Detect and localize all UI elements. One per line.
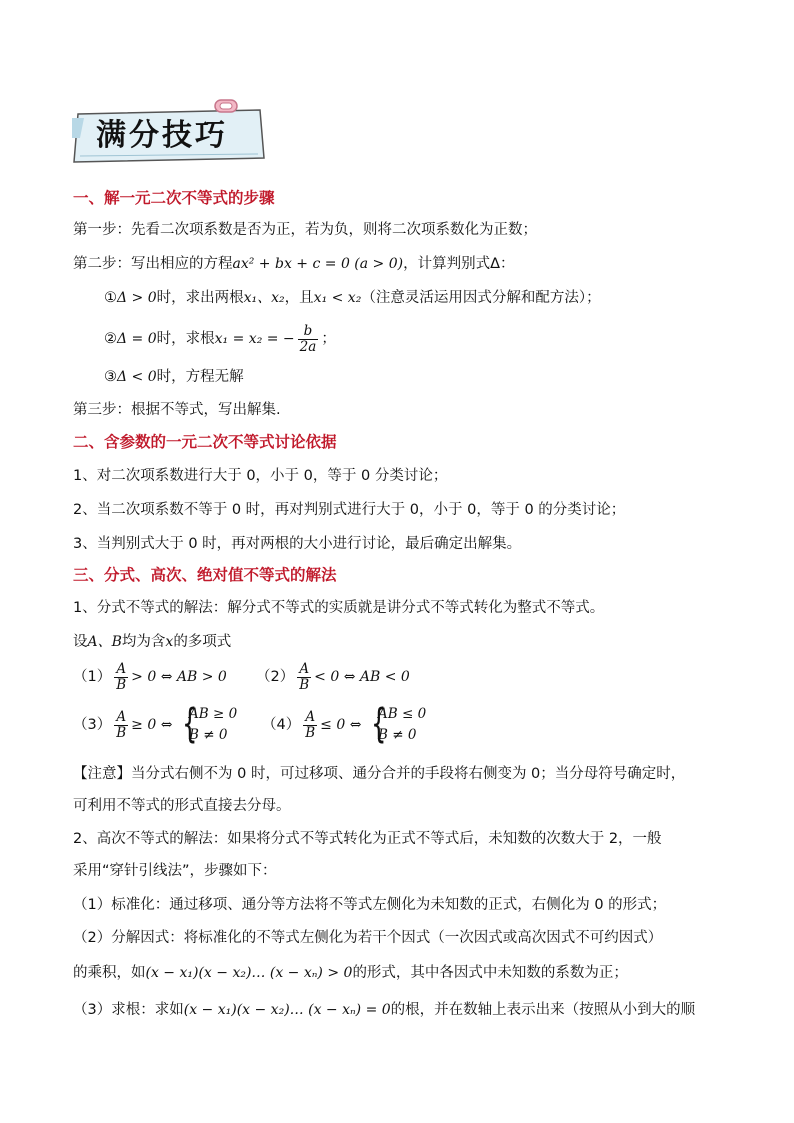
f1-numerator: A	[114, 662, 128, 678]
f1-relation: > 0 ⇔ AB > 0	[131, 669, 227, 685]
f1-label: （1）	[73, 669, 112, 685]
note-line1: 【注意】当分式右侧不为 0 时，可过移项、通分合并的手段将右侧变为 0；当分母符号确定时，	[73, 766, 686, 782]
step-s2-line1: （2）分解因式：将标准化的不等式左侧化为若干个因式（一次因式或高次因式不可约因式）	[73, 930, 663, 946]
s3-suffix: 的根，并在数轴上表示出来（按照从小到大的顺	[390, 1002, 696, 1018]
f4-system	[366, 701, 427, 747]
case3-suffix: 时，方程无解	[156, 369, 244, 385]
f3-system-line2: B ≠ 0	[189, 727, 228, 743]
f1-fraction	[114, 662, 128, 693]
p2-mid: 均为含	[121, 634, 166, 650]
formula-1	[73, 658, 227, 696]
f2-fraction	[297, 662, 311, 693]
case2-line	[104, 320, 336, 358]
f3-label: （3）	[73, 717, 112, 733]
step3-text: 第三步：根据不等式，写出解集.	[73, 402, 281, 418]
p2-x: x	[165, 634, 174, 650]
f4-relation: ≤ 0 ⇔	[320, 717, 362, 733]
f3-system	[177, 701, 238, 747]
step-s1: （1）标准化：通过移项、通分等方法将不等式左侧化为未知数的正式，右侧化为 0 的形式；	[73, 897, 667, 913]
badge-title: 满分技巧	[96, 118, 228, 153]
case1-condition: Δ > 0	[117, 290, 157, 306]
step-s3	[73, 1000, 695, 1020]
case3-marker: ③	[104, 369, 117, 385]
case2-suffix: ；	[321, 331, 336, 347]
f4-numerator: A	[303, 710, 317, 726]
f3-fraction	[114, 710, 128, 741]
section1-heading: 一、解一元二次不等式的步骤	[73, 189, 275, 207]
case1-and: ，且	[284, 290, 314, 306]
f4-brace-icon: {	[371, 701, 387, 747]
step1-text: 第一步：先看二次项系数是否为正，若为负，则将二次项系数化为正数；	[73, 222, 537, 238]
case1-mid: 时，求出两根	[156, 290, 244, 306]
f4-denominator: B	[305, 724, 316, 741]
case2-denominator: 2a	[299, 338, 317, 355]
s2-expression: (x − x₁)(x − x₂)… (x − xₙ) > 0	[145, 965, 353, 981]
case1-marker: ①	[104, 290, 117, 306]
f4-system-line2: B ≠ 0	[378, 727, 417, 743]
s3-prefix: （3）求根：求如	[73, 1002, 184, 1018]
f1-denominator: B	[116, 676, 127, 693]
f4-system-line1: AB ≤ 0	[378, 706, 427, 722]
case2-equation: x₁ = x₂ = −	[214, 331, 295, 347]
p2-vars: A、B	[87, 634, 122, 650]
f3-relation: ≥ 0 ⇔	[131, 717, 173, 733]
sec3-p2	[73, 632, 231, 652]
f3-numerator: A	[114, 710, 128, 726]
formula-2	[256, 658, 410, 696]
sec2-item-3: 3、当判别式大于 0 时，再对两根的大小进行讨论，最后确定出解集。	[73, 536, 522, 552]
case1-order: x₁ < x₂	[313, 290, 362, 306]
s2-prefix: 的乘积，如	[73, 965, 146, 981]
sec3-p1: 1、分式不等式的解法：解分式不等式的实质就是讲分式不等式转化为整式不等式。	[73, 600, 605, 616]
f2-label: （2）	[256, 669, 295, 685]
p2-prefix: 设	[73, 634, 88, 650]
case2-mid: 时，求根	[156, 331, 215, 347]
step2-suffix: ，计算判别式Δ：	[403, 256, 515, 272]
case1-line	[104, 288, 601, 308]
f3-denominator: B	[116, 724, 127, 741]
case1-roots: x₁、x₂	[243, 290, 285, 306]
case2-numerator: b	[298, 324, 319, 340]
f2-relation: < 0 ⇔ AB < 0	[314, 669, 410, 685]
formula-4	[262, 702, 426, 748]
step2-equation: ax² + bx + c = 0 (a > 0)	[232, 256, 404, 272]
p2-suffix: 的多项式	[173, 634, 232, 650]
section3-heading: 三、分式、高次、绝对值不等式的解法	[73, 566, 337, 584]
s3-expression: (x − x₁)(x − x₂)… (x − xₙ) = 0	[183, 1002, 391, 1018]
case3-line	[104, 367, 244, 387]
f3-system-line1: AB ≥ 0	[189, 706, 238, 722]
case2-fraction	[298, 324, 319, 355]
f2-numerator: A	[297, 662, 311, 678]
s2-suffix: 的形式，其中各因式中未知数的系数为正；	[352, 965, 628, 981]
case2-marker: ②	[104, 331, 117, 347]
sec3-p3-line2: 采用“穿针引线法”，步骤如下：	[73, 863, 277, 879]
note-line2: 可利用不等式的形式直接去分母。	[73, 798, 291, 814]
step2-prefix: 第二步：写出相应的方程	[73, 256, 233, 272]
case1-note: （注意灵活运用因式分解和配方法）；	[361, 290, 601, 306]
sec2-item-2: 2、当二次项系数不等于 0 时，再对判别式进行大于 0，小于 0，等于 0 的分类讨论；	[73, 502, 626, 518]
f4-fraction	[303, 710, 317, 741]
f4-label: （4）	[262, 717, 301, 733]
step2-line	[73, 254, 515, 274]
f2-denominator: B	[299, 676, 310, 693]
case3-condition: Δ < 0	[117, 369, 157, 385]
case2-condition: Δ = 0	[117, 331, 157, 347]
step-s2-line2	[73, 963, 628, 983]
sec3-p3-line1: 2、高次不等式的解法：如果将分式不等式转化为正式不等式后，未知数的次数大于 2，一般	[73, 831, 662, 847]
section2-heading: 二、含参数的一元二次不等式讨论依据	[73, 433, 337, 451]
f3-brace-icon: {	[182, 701, 198, 747]
sec2-item-1: 1、对二次项系数进行大于 0，小于 0，等于 0 分类讨论；	[73, 468, 448, 484]
formula-3	[73, 702, 237, 748]
